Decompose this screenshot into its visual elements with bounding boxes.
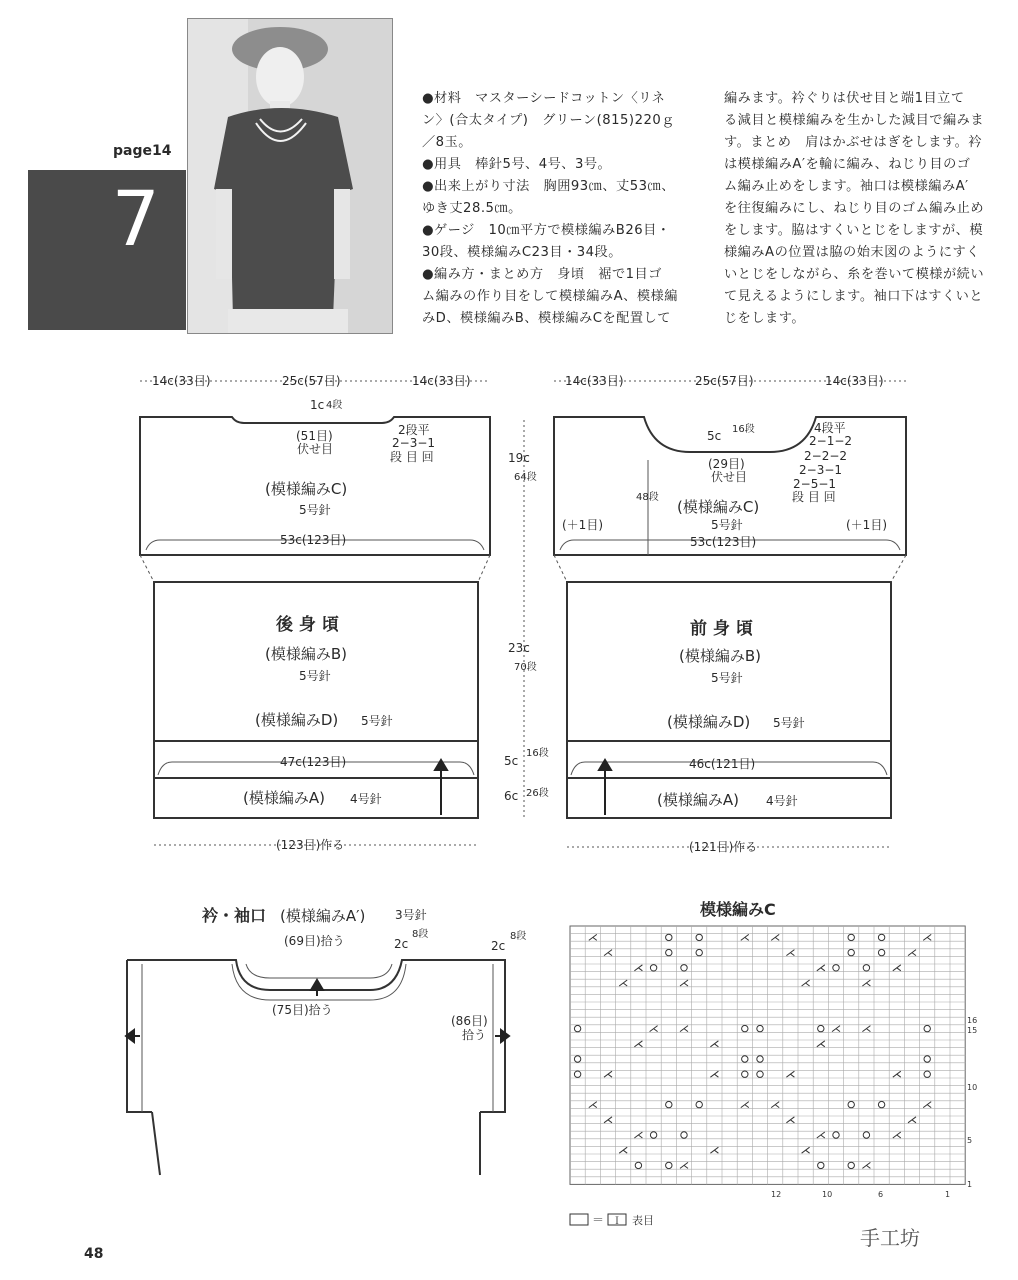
front-neck-rows: 16段 <box>732 424 755 435</box>
chart-symbols <box>574 934 931 1168</box>
front-pattern-d: (模様編みD) <box>667 713 751 731</box>
yarn-over-symbol <box>666 949 672 955</box>
front-neck-depth: 5c <box>707 429 722 443</box>
decrease-symbol <box>741 934 749 940</box>
decrease-symbol <box>802 1147 810 1153</box>
yarn-over-symbol <box>924 1056 930 1062</box>
decrease-symbol <box>634 1132 642 1138</box>
dim-h3: 5c <box>504 754 519 768</box>
row-label-10: 10 <box>967 1083 978 1092</box>
decrease-symbol <box>680 1162 688 1168</box>
yarn-over-symbol <box>848 1162 854 1168</box>
collar-pickup-inner: (69目)拾う <box>284 934 345 948</box>
yarn-over-symbol <box>696 934 702 940</box>
back-top-mid-label: 25c(57目) <box>282 374 341 388</box>
intro-line: 30段、模様編みC23目・34段。 <box>422 245 622 260</box>
yarn-over-symbol <box>863 1132 869 1138</box>
chart-title: 模様編みC <box>700 900 776 919</box>
front-plus-left: (＋1目) <box>562 518 603 532</box>
intro-line: て見えるようにします。袖口下はすくいと <box>724 289 984 304</box>
intro-line: を往復編みにし、ねじり目のゴム編み止め <box>724 201 985 216</box>
yarn-over-symbol <box>818 1025 824 1031</box>
collar-rows-2: 8段 <box>510 931 527 942</box>
back-needle-5: 5号針 <box>299 503 331 517</box>
collar-needle: 3号針 <box>395 908 427 922</box>
page-reference: page14 <box>113 143 172 159</box>
chart-grid <box>570 926 965 1184</box>
decrease-symbol <box>589 1102 597 1108</box>
intro-line: ●用具 棒針5号、4号、3号。 <box>422 157 612 172</box>
intro-line: ／8玉。 <box>422 135 472 150</box>
yarn-over-symbol <box>833 1132 839 1138</box>
dim-r3: 16段 <box>526 748 549 759</box>
back-pattern-c: (模様編みC) <box>265 480 348 498</box>
decrease-symbol <box>817 1041 825 1047</box>
back-width-ab: 47c(123目) <box>280 755 347 769</box>
back-top-right-label: 14c(33目) <box>412 374 471 388</box>
intro-line: ●出来上がり寸法 胸囲93㎝、丈53㎝、 <box>422 179 675 194</box>
sleeve-pickup-2: 拾う <box>462 1028 487 1042</box>
collar-inner-band <box>246 964 392 978</box>
intro-line: す。まとめ 肩はかぶせはぎをします。衿 <box>724 135 982 150</box>
dim-h1: 19c <box>508 451 530 465</box>
yarn-over-symbol <box>878 1101 884 1107</box>
decrease-symbol <box>650 1026 658 1032</box>
decrease-symbol <box>634 1041 642 1047</box>
yarn-over-symbol <box>666 934 672 940</box>
yarn-over-symbol <box>833 965 839 971</box>
front-top-left-label: 14c(33目) <box>565 374 624 388</box>
collar-pattern: (模様編みA′) <box>280 907 366 925</box>
yarn-over-symbol <box>924 1071 930 1077</box>
front-needle-4: 4号針 <box>766 794 798 808</box>
yarn-over-symbol <box>878 949 884 955</box>
row-label-15: 15 <box>967 1026 978 1035</box>
legend-blank-cell <box>570 1214 588 1225</box>
decrease-symbol <box>862 1162 870 1168</box>
front-dec-head: 段 目 回 <box>792 490 836 504</box>
front-title: 前 身 頃 <box>690 619 753 639</box>
front-bindoff-count: (29目) <box>708 457 745 471</box>
intro-line: ン〉(合太タイプ) グリーン(815)220ｇ <box>422 113 675 128</box>
decrease-symbol <box>741 1102 749 1108</box>
intro-line: ●ゲージ 10㎝平方で模様編みB26目・ <box>422 223 671 238</box>
decrease-symbol <box>802 980 810 986</box>
dim-r1: 64段 <box>514 472 537 483</box>
front-needle-5d: 5号針 <box>773 716 805 730</box>
intro-line: いとじをしながら、糸を巻いて模様が続い <box>724 267 985 282</box>
yarn-over-symbol <box>574 1056 580 1062</box>
back-width-c: 53c(123目) <box>280 533 347 547</box>
yarn-over-symbol <box>757 1025 763 1031</box>
front-plus-right: (＋1目) <box>846 518 887 532</box>
collar-depth-2: 2c <box>491 939 506 953</box>
front-width-c: 53c(123目) <box>690 535 757 549</box>
back-bindoff-count: (51目) <box>296 429 333 443</box>
stitch-chart <box>568 924 988 1236</box>
decrease-symbol <box>893 965 901 971</box>
back-cast-on: (123目)作る <box>276 838 345 852</box>
decrease-symbol <box>817 965 825 971</box>
legend-knit-symbol: Ｉ <box>612 1216 622 1227</box>
col-label-1: 1 <box>945 1190 951 1199</box>
watermark: 手工坊 <box>860 1226 920 1250</box>
yarn-over-symbol <box>681 965 687 971</box>
yarn-over-symbol <box>574 1071 580 1077</box>
decrease-symbol <box>589 934 597 940</box>
legend-equals: ＝ <box>592 1213 605 1227</box>
front-needle-5: 5号針 <box>711 518 743 532</box>
decrease-symbol <box>604 950 612 956</box>
back-dec-head: 段 目 回 <box>390 450 434 464</box>
yarn-over-symbol <box>696 949 702 955</box>
back-neck-depth: 1c <box>310 398 325 412</box>
decrease-symbol <box>619 980 627 986</box>
front-pattern-b: (模様編みB) <box>679 647 761 665</box>
decrease-symbol <box>604 1071 612 1077</box>
front-cast-on: (121目)作る <box>689 840 758 854</box>
decrease-symbol <box>923 1102 931 1108</box>
front-bindoff: 伏せ目 <box>711 470 748 484</box>
yarn-over-symbol <box>742 1025 748 1031</box>
decrease-symbol <box>908 1117 916 1123</box>
dim-r2: 70段 <box>514 662 537 673</box>
row-label-1: 1 <box>967 1180 973 1189</box>
decrease-symbol <box>817 1132 825 1138</box>
decrease-symbol <box>832 1026 840 1032</box>
decrease-symbol <box>862 980 870 986</box>
collar-arrow-head <box>311 980 323 990</box>
intro-line: 様編みAの位置は脇の始末図のようにすく <box>724 245 980 260</box>
front-dec-5: 2−5−1 <box>793 477 837 491</box>
col-label-12: 12 <box>771 1190 782 1199</box>
yarn-over-symbol <box>848 1101 854 1107</box>
decrease-symbol <box>771 1102 779 1108</box>
pattern-number: 7 <box>111 174 160 263</box>
front-dec-1: 4段平 <box>814 421 846 435</box>
yarn-over-symbol <box>696 1101 702 1107</box>
collar-pickup-outer: (75目)拾う <box>272 1003 333 1017</box>
decrease-symbol <box>908 950 916 956</box>
decrease-symbol <box>893 1132 901 1138</box>
front-dec-3: 2−2−2 <box>804 449 848 463</box>
intro-line: 編みます。衿ぐりは伏せ目と端1目立て <box>724 91 965 106</box>
decrease-symbol <box>710 1071 718 1077</box>
decrease-symbol <box>786 1117 794 1123</box>
yarn-over-symbol <box>863 965 869 971</box>
yarn-over-symbol <box>848 934 854 940</box>
yarn-over-symbol <box>878 934 884 940</box>
decrease-symbol <box>619 1147 627 1153</box>
back-pattern-b: (模様編みB) <box>265 645 347 663</box>
dim-h2: 23c <box>508 641 530 655</box>
back-needle-5b: 5号針 <box>299 669 331 683</box>
dim-h4: 6c <box>504 789 519 803</box>
row-label-16: 16 <box>967 1016 978 1025</box>
intro-line: ●編み方・まとめ方 身頃 裾で1目ゴ <box>422 267 662 282</box>
collar-title: 衿・袖口 <box>202 906 267 925</box>
back-needle-4: 4号針 <box>350 792 382 806</box>
front-dec-2: 2−1−2 <box>809 434 853 448</box>
yarn-over-symbol <box>666 1101 672 1107</box>
yarn-over-symbol <box>681 1132 687 1138</box>
decrease-symbol <box>680 1026 688 1032</box>
collar-rows-1: 8段 <box>412 929 429 940</box>
back-dec-2: 2−3−1 <box>392 436 436 450</box>
yarn-over-symbol <box>848 949 854 955</box>
back-needle-5d: 5号針 <box>361 714 393 728</box>
yarn-over-symbol <box>742 1071 748 1077</box>
dim-r4: 26段 <box>526 788 549 799</box>
front-top-right-label: 14c(33目) <box>825 374 884 388</box>
front-side-rows: 48段 <box>636 492 659 503</box>
yarn-over-symbol <box>574 1025 580 1031</box>
back-pattern-a: (模様編みA) <box>243 789 325 807</box>
yarn-over-symbol <box>818 1162 824 1168</box>
intro-line: みD、模様編みB、模様編みCを配置して <box>422 311 671 326</box>
decrease-symbol <box>680 980 688 986</box>
decrease-symbol <box>710 1041 718 1047</box>
front-dec-4: 2−3−1 <box>799 463 843 477</box>
col-label-10: 10 <box>822 1190 833 1199</box>
intro-line: ム編み止めをします。袖口は模様編みA′ <box>724 179 969 194</box>
back-pattern-d: (模様編みD) <box>255 711 339 729</box>
yarn-over-symbol <box>757 1056 763 1062</box>
collar-lower-edges <box>152 1112 480 1175</box>
sleeve-pickup: (86目) <box>451 1014 488 1028</box>
back-bindoff: 伏せ目 <box>297 442 334 456</box>
yarn-over-symbol <box>924 1025 930 1031</box>
decrease-symbol <box>786 1071 794 1077</box>
front-needle-5b: 5号針 <box>711 671 743 685</box>
decrease-symbol <box>786 950 794 956</box>
intro-line: じをします。 <box>724 311 806 326</box>
page-number: 48 <box>84 1246 104 1262</box>
intro-line: ゆき丈28.5㎝。 <box>422 201 522 216</box>
yarn-over-symbol <box>757 1071 763 1077</box>
sleeve-right-arrow-head <box>501 1030 509 1042</box>
back-top-left-label: 14c(33目) <box>152 374 211 388</box>
decrease-symbol <box>771 934 779 940</box>
front-top-mid-label: 25c(57目) <box>695 374 754 388</box>
front-pattern-a: (模様編みA) <box>657 791 739 809</box>
yarn-over-symbol <box>635 1162 641 1168</box>
decrease-symbol <box>604 1117 612 1123</box>
yarn-over-symbol <box>742 1056 748 1062</box>
front-width-ab: 46c(121目) <box>689 757 756 771</box>
yarn-over-symbol <box>666 1162 672 1168</box>
connector-lines <box>140 555 906 582</box>
intro-line: は模様編みA′を輪に編み、ねじり目のゴ <box>724 157 971 172</box>
intro-line: をします。脇はすくいとじをしますが、模 <box>724 223 984 238</box>
front-lower-outline <box>567 582 891 818</box>
legend-text: 表目 <box>632 1214 654 1227</box>
intro-line: ム編みの作り目をして模様編みA、模様編 <box>422 289 678 304</box>
decrease-symbol <box>923 934 931 940</box>
collar-depth-1: 2c <box>394 937 409 951</box>
back-title: 後 身 頃 <box>276 615 339 635</box>
decrease-symbol <box>634 965 642 971</box>
back-neck-rows: 4段 <box>326 400 343 411</box>
back-dec-1: 2段平 <box>398 423 430 437</box>
front-pattern-c: (模様編みC) <box>677 498 760 516</box>
intro-line: る減目と模様編みを生かした減目で編みま <box>724 113 985 128</box>
yarn-over-symbol <box>650 1132 656 1138</box>
yarn-over-symbol <box>650 965 656 971</box>
decrease-symbol <box>862 1026 870 1032</box>
intro-line: ●材料 マスターシードコットン〈リネ <box>422 91 666 106</box>
decrease-symbol <box>893 1071 901 1077</box>
col-label-6: 6 <box>878 1190 884 1199</box>
decrease-symbol <box>710 1147 718 1153</box>
row-label-5: 5 <box>967 1136 973 1145</box>
